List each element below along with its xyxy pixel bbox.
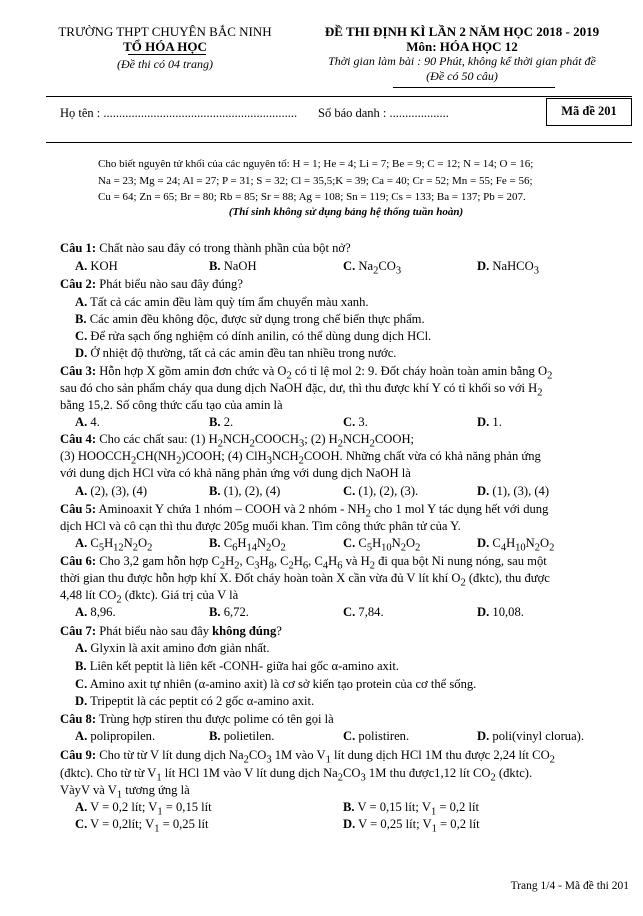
question-count: (Đề có 50 câu) <box>426 69 498 83</box>
option-b: B. 6,72. <box>209 605 249 619</box>
department-name: TỔ HÓA HỌC <box>123 39 207 54</box>
question-3: Câu 3: Hỗn hợp X gồm amin đơn chức và $O_2$ có tỉ lệ mol 2: 9. Đốt cháy hoàn toàn amin bằng $O_2$ <box>60 364 553 382</box>
question-4-line: (3) $HOOCCH_2CH(NH_2)COOH$; (4) $ClH_3NCH_2COOH$. Những chất vừa có khả năng phản ứng <box>60 449 541 467</box>
option-b: B. V = 0,15 lít; $V_1 = 0,2$ lít <box>343 800 479 818</box>
option-a: A. Tất cả các amin đều làm quỳ tím ẩm chuyển màu xanh. <box>75 295 369 309</box>
subject: Môn: HÓA HỌC 12 <box>406 39 518 54</box>
option-d: D. V = 0,25 lít; $V_1 = 0,2$ lít <box>343 817 480 835</box>
option-b: B. (1), (2), (4) <box>209 484 281 498</box>
exam-title: ĐỀ THI ĐỊNH KÌ LẦN 2 NĂM HỌC 2018 - 2019 <box>324 24 600 39</box>
divider-bottom <box>46 142 632 143</box>
question-3-line: bằng 15,2. Số công thức cấu tạo của amin là <box>60 398 283 412</box>
option-a: A. KOH <box>75 259 118 273</box>
question-3-line: sau đó cho sản phẩm cháy qua dung dịch NaOH đặc, dư, thì thu được khí Y có tỉ khối so với $H_2$ <box>60 381 543 399</box>
option-c: C. (1), (2), (3). <box>343 484 419 498</box>
question-2: Câu 2: Phát biểu nào sau đây đúng? <box>60 277 243 291</box>
question-5: Câu 5: Aminoaxit Y chứa 1 nhóm – COOH và 2 nhóm - $NH_2$ cho 1 mol Y tác dụng hết với dung <box>60 502 549 520</box>
question-6: Câu 6: Cho 3,2 gam hỗn hợp $C_2H_2$, $C_3H_8$, $C_2H_6$, $C_4H_6$ và $H_2$ đi qua bột Ni nung nóng, sau một <box>60 554 547 572</box>
atomic-mass-line: Cho biết nguyên tử khối của các nguyên tố: H = 1; He = 4; Li = 7; Be = 9; C = 12; N = 14; O = 16; <box>98 158 534 170</box>
school-name: TRƯỜNG THPT CHUYÊN BẮC NINH <box>58 24 272 39</box>
question-5-line: dịch HCl và cô cạn thì thu được 205g muối khan. Tìm công thức phân tử của Y. <box>60 519 461 533</box>
option-a: A. (2), (3), (4) <box>75 484 148 498</box>
option-b: B. NaOH <box>209 259 257 273</box>
candidate-name-label: Họ tên : .............................................................. <box>60 106 298 120</box>
option-a: A. 8,96. <box>75 605 116 619</box>
atomic-mass-line: Na = 23; Mg = 24; Al = 27; P = 31; S = 32; Cl = 35,5;K = 39; Ca = 40; Cr = 52; Mn = 55; Fe = 56; <box>98 175 533 187</box>
option-c: C. $C_5H_{10}N_2O_2$ <box>343 536 421 554</box>
candidate-id-label: Số báo danh : ................... <box>318 106 449 120</box>
option-c: C. 3. <box>343 415 368 429</box>
option-a: A. V = 0,2 lít; $V_1 = 0,15$ lít <box>75 800 212 818</box>
option-a: A. $C_5H_{12}N_2O_2$ <box>75 536 153 554</box>
atomic-mass-line: Cu = 64; Zn = 65; Br = 80; Rb = 85; Sr = 88; Ag = 108; Sn = 119; Cs = 133; Ba = 137; Pb = 207. <box>98 191 526 203</box>
option-c: C. Để rửa sạch ống nghiệm có dính anilin, có thể dùng dung dịch HCl. <box>75 329 432 343</box>
question-9-line: (đktc). Cho từ từ $V_1$ lít HCl 1M vào V lít dung dịch $Na_2CO_3$ 1M thu được1,12 lít $CO_2$ (đktc). <box>60 766 533 784</box>
question-1: Câu 1: Chất nào sau đây có trong thành phần của bột nở? <box>60 241 351 255</box>
option-b: B. polietilen. <box>209 729 275 743</box>
option-d: D. Ở nhiệt độ thường, tất cả các amin đều tan nhiều trong nước. <box>75 346 397 360</box>
option-c: C. V = 0,2lít; $V_1 = 0,25$ lít <box>75 817 209 835</box>
question-7: Câu 7: Phát biểu nào sau đây không đúng? <box>60 624 282 638</box>
question-6-line: thời gian thu được hỗn hợp khí X. Đốt cháy hoàn toàn X cần vừa đủ V lít khí $O_2$ (đktc), thu được <box>60 571 550 589</box>
option-a: A. Glyxin là axit amino đơn giản nhất. <box>75 641 270 655</box>
question-4-line: với dung dịch HCl vừa có khả năng phản ứng với dung dịch NaOH là <box>60 466 411 480</box>
option-b: B. 2. <box>209 415 234 429</box>
option-c: C. $Na_2CO_3$ <box>343 259 402 277</box>
option-b: B. Liên kết peptit là liên kết -CONH- giữa hai gốc α-amino axit. <box>75 659 400 673</box>
no-periodic-table-note: (Thí sinh không sử dụng bảng hệ thống tuần hoàn) <box>228 206 464 218</box>
option-c: C. polistiren. <box>343 729 410 743</box>
option-c: C. 7,84. <box>343 605 384 619</box>
question-8: Câu 8: Trùng hợp stiren thu được polime có tên gọi là <box>60 712 334 726</box>
option-c: C. Amino axit tự nhiên (α-amino axit) là cơ sở kiến tạo protein của cơ thể sống. <box>75 677 477 691</box>
option-d: D. 1. <box>477 415 502 429</box>
page-count: (Đề thi có 04 trang) <box>117 57 213 71</box>
option-d: D. Tripeptit là các peptit có 2 gốc α-amino axit. <box>75 694 315 708</box>
option-d: D. poli(vinyl clorua). <box>477 729 585 743</box>
divider-top <box>46 96 632 97</box>
option-b: B. Các amin đều không độc, được sử dụng trong chế biến thực phẩm. <box>75 312 425 326</box>
header-underline-right <box>393 87 555 88</box>
question-6-line: 4,48 lít $CO_2$ (đktc). Giá trị của V là <box>60 588 239 606</box>
exam-code: Mã đề 201 <box>561 104 617 118</box>
question-9-line: VàyV và $V_1$ tương ứng là <box>60 783 190 801</box>
option-d: D. (1), (3), (4) <box>477 484 550 498</box>
option-d: D. NaHCO$_3$ <box>477 259 539 277</box>
page-footer: Trang 1/4 - Mã đề thi 201 <box>510 880 629 892</box>
option-d: D. 10,08. <box>477 605 524 619</box>
exam-time: Thời gian làm bài : 90 Phút, không kể thời gian phát đề <box>328 54 596 68</box>
option-a: A. polipropilen. <box>75 729 156 743</box>
question-4: Câu 4: Cho các chất sau: (1) $H_2NCH_2COOCH_3$; (2) $H_2NCH_2COOH$; <box>60 432 415 450</box>
header-underline-left <box>128 54 206 55</box>
option-a: A. 4. <box>75 415 100 429</box>
option-b: B. $C_6H_{14}N_2O_2$ <box>209 536 286 554</box>
question-9: Câu 9: Cho từ từ V lít dung dịch $Na_2CO_3$ 1M vào $V_1$ lít dung dịch HCl 1M thu được 2,24 lít $CO_2$ <box>60 748 555 766</box>
option-d: D. $C_4H_{10}N_2O_2$ <box>477 536 555 554</box>
